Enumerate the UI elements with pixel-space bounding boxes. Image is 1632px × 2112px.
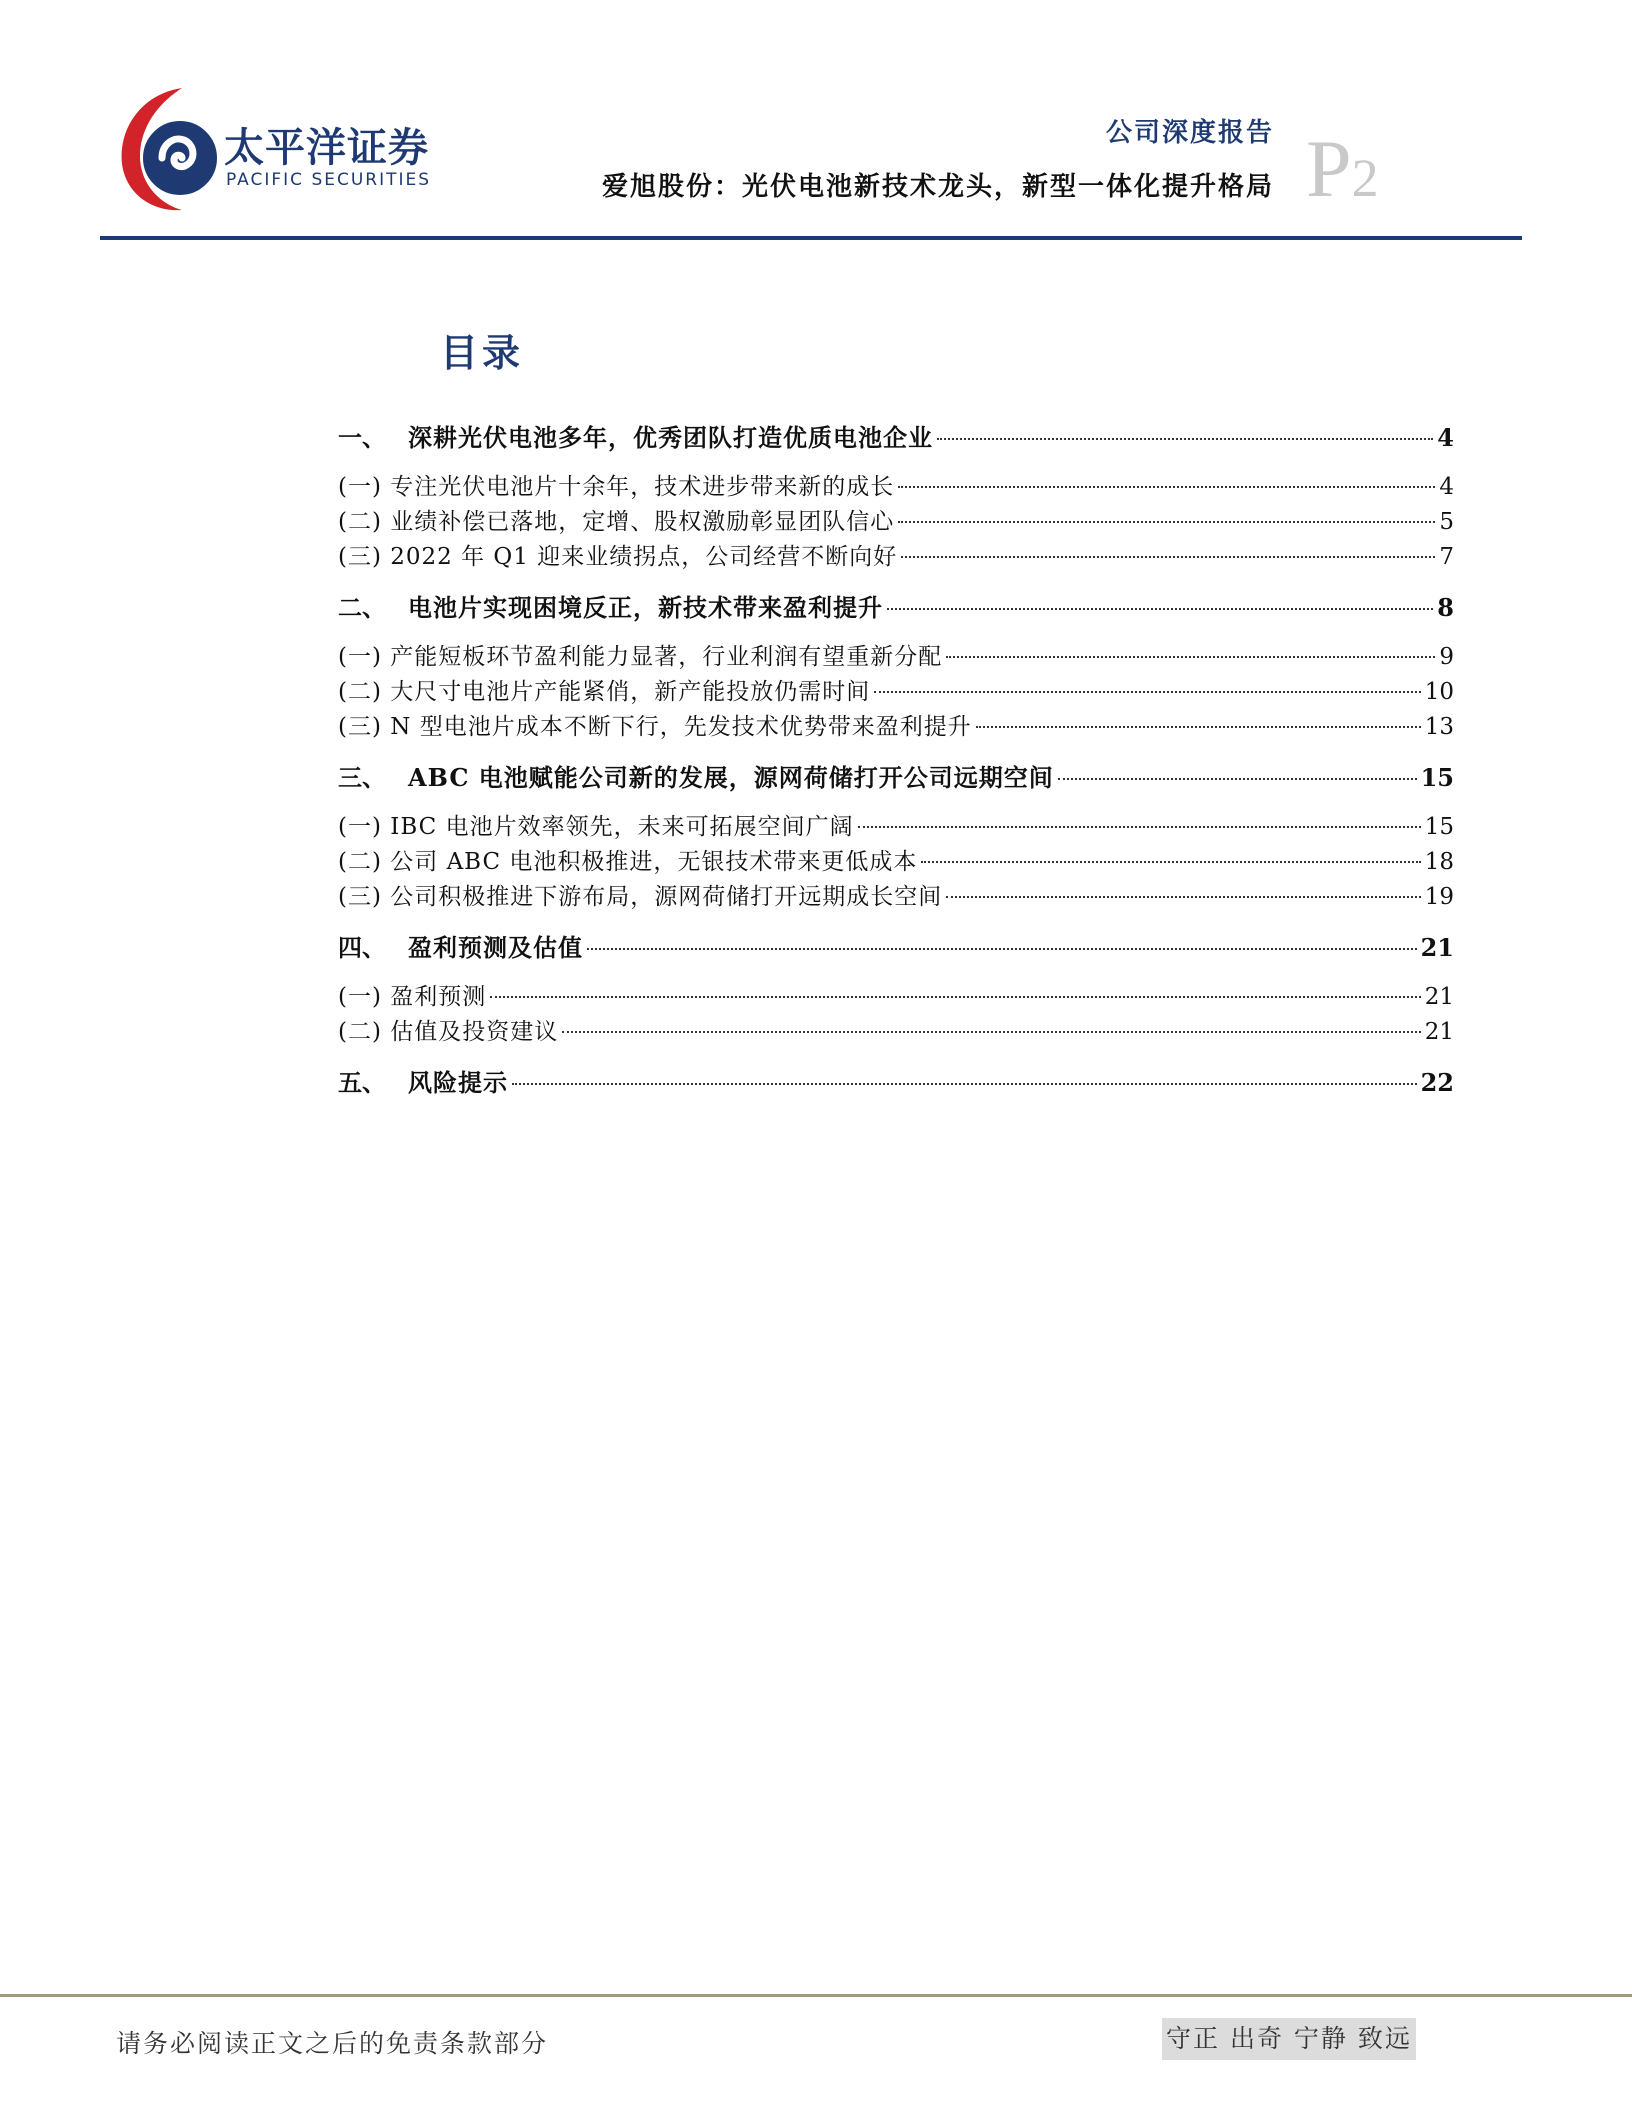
company-logo — [112, 84, 442, 224]
toc-entry-title: (二) 公司 ABC 电池积极推进，无银技术带来更低成本 — [338, 849, 918, 875]
toc-entry-title: (一) 产能短板环节盈利能力显著，行业利润有望重新分配 — [338, 644, 943, 670]
toc-entry-number: 三、 — [338, 763, 386, 792]
toc-leader-dots — [587, 948, 1417, 950]
pacific-securities-logo-icon — [112, 84, 224, 214]
toc-entry-number: 二、 — [338, 593, 386, 622]
toc-entry-title: (一) 专注光伏电池片十余年，技术进步带来新的成长 — [338, 474, 895, 500]
logo-english-name: PACIFIC SECURITIES — [226, 170, 432, 190]
toc-entry-page: 7 — [1439, 544, 1454, 570]
toc-leader-dots — [976, 726, 1421, 728]
toc-leader-dots — [512, 1083, 1417, 1085]
toc-entry-title: (三) 2022 年 Q1 迎来业绩拐点，公司经营不断向好 — [338, 544, 898, 570]
toc-entry-number: 五、 — [338, 1068, 386, 1097]
toc-entry[interactable] — [338, 880, 1454, 915]
toc-entry-page: 15 — [1424, 814, 1454, 840]
toc-entry[interactable] — [338, 710, 1454, 745]
toc-entry-title: (三) N 型电池片成本不断下行，先发技术优势带来盈利提升 — [338, 714, 972, 740]
toc-entry-title: (三) 公司积极推进下游布局，源网荷储打开远期成长空间 — [338, 884, 943, 910]
toc-entry-page: 9 — [1439, 644, 1454, 670]
toc-leader-dots — [562, 1031, 1420, 1033]
toc-entry[interactable] — [338, 420, 1454, 455]
toc-entry-title: (一) IBC 电池片效率领先，未来可拓展空间广阔 — [338, 814, 854, 840]
toc-entry-page: 4 — [1437, 423, 1454, 452]
page-letter: P — [1306, 123, 1352, 214]
header-divider — [100, 236, 1522, 240]
toc-entry-title: (二) 业绩补偿已落地，定增、股权激励彰显团队信心 — [338, 509, 895, 535]
toc-leader-dots — [874, 691, 1420, 693]
toc-leader-dots — [898, 486, 1435, 488]
toc-entry[interactable] — [338, 1015, 1454, 1050]
toc-entry-page: 4 — [1439, 474, 1454, 500]
toc-leader-dots — [1058, 778, 1417, 780]
toc-entry[interactable] — [338, 505, 1454, 540]
page-number — [1306, 123, 1379, 214]
toc-entry-page: 5 — [1439, 509, 1454, 535]
toc-entry[interactable] — [338, 640, 1454, 675]
toc-entry[interactable] — [338, 540, 1454, 575]
toc-entry[interactable] — [338, 845, 1454, 880]
toc-entry-title: (一) 盈利预测 — [338, 984, 487, 1010]
toc-entry-number: 四、 — [338, 933, 386, 962]
toc-heading: 目录 — [440, 330, 525, 375]
toc-leader-dots — [887, 608, 1433, 610]
toc-leader-dots — [898, 521, 1435, 523]
toc-entry[interactable] — [338, 470, 1454, 505]
toc-entry-title: ABC 电池赋能公司新的发展，源网荷储打开公司远期空间 — [408, 763, 1054, 792]
toc-leader-dots — [858, 826, 1421, 828]
toc-entry[interactable] — [338, 810, 1454, 845]
toc-entry-page: 8 — [1437, 593, 1454, 622]
toc-entry-page: 21 — [1424, 1019, 1454, 1045]
toc-entry-page: 10 — [1424, 679, 1454, 705]
toc-leader-dots — [946, 656, 1435, 658]
logo-chinese-name: 太平洋证券 — [224, 125, 429, 171]
toc-entry[interactable] — [338, 980, 1454, 1015]
toc-entry[interactable] — [338, 1065, 1454, 1100]
toc-entry-title: 电池片实现困境反正，新技术带来盈利提升 — [408, 593, 883, 622]
toc-entry-title: (二) 大尺寸电池片产能紧俏，新产能投放仍需时间 — [338, 679, 871, 705]
toc-entry[interactable] — [338, 760, 1454, 795]
toc-entry-page: 19 — [1424, 884, 1454, 910]
toc-entry-title: 深耕光伏电池多年，优秀团队打造优质电池企业 — [408, 423, 933, 452]
toc-entry-number: 一、 — [338, 423, 386, 452]
toc-entry-page: 21 — [1420, 933, 1454, 962]
toc-entry-page: 21 — [1424, 984, 1454, 1010]
toc-leader-dots — [937, 438, 1433, 440]
toc-entry[interactable] — [338, 930, 1454, 965]
toc-entry[interactable] — [338, 590, 1454, 625]
toc-entry-title: 盈利预测及估值 — [408, 933, 583, 962]
toc-entry[interactable] — [338, 675, 1454, 710]
toc-entry-page: 22 — [1420, 1068, 1454, 1097]
page-digit: 2 — [1351, 148, 1379, 208]
table-of-contents — [338, 420, 1454, 1100]
toc-leader-dots — [946, 896, 1420, 898]
toc-entry-title: (二) 估值及投资建议 — [338, 1019, 559, 1045]
report-title: 爱旭股份：光伏电池新技术龙头，新型一体化提升格局 — [601, 172, 1274, 202]
footer-disclaimer: 请务必阅读正文之后的免责条款部分 — [116, 2029, 549, 2058]
toc-entry-page: 15 — [1420, 763, 1454, 792]
report-type: 公司深度报告 — [1105, 118, 1274, 148]
toc-entry-page: 13 — [1424, 714, 1454, 740]
footer-divider — [0, 1994, 1632, 1997]
toc-leader-dots — [490, 996, 1420, 998]
toc-entry-title: 风险提示 — [408, 1068, 508, 1097]
toc-leader-dots — [901, 556, 1435, 558]
toc-entry-page: 18 — [1424, 849, 1454, 875]
toc-leader-dots — [921, 861, 1420, 863]
footer-motto: 守正 出奇 宁静 致远 — [1162, 2018, 1416, 2060]
